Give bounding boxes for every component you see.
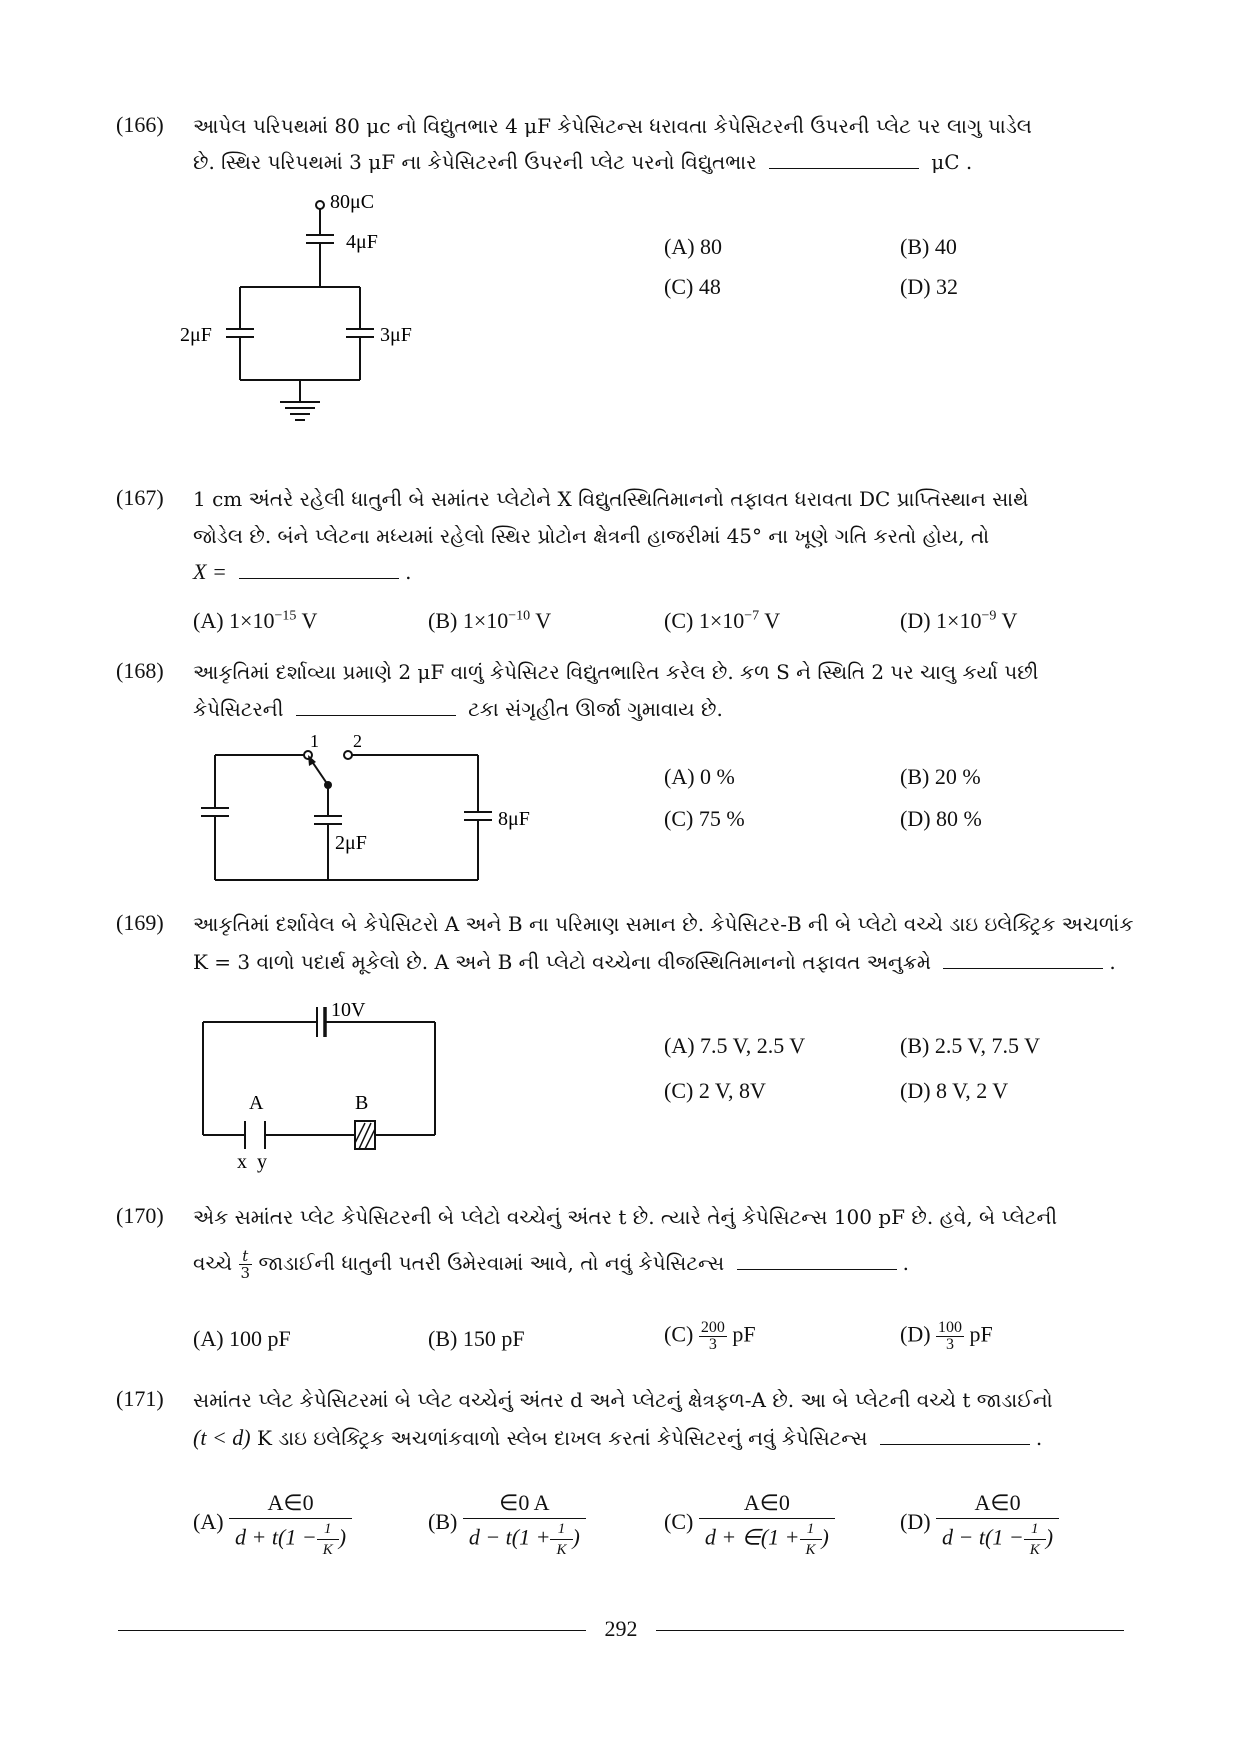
denominator-text: 1 + (519, 1524, 551, 1550)
fraction-denominator: d − t(1 − $\frac{1}{K}$ ) (942, 1521, 1054, 1558)
fraction-denominator: 3 (946, 1336, 955, 1353)
option-unit: V (764, 608, 781, 633)
fraction-denominator: K (1029, 1542, 1040, 1558)
option-fraction (229, 1490, 352, 1558)
option-value: 1×10 (462, 608, 509, 633)
capacitor-a-label: A (249, 1092, 264, 1114)
option-label: (A) (193, 1326, 224, 1351)
option-b: (B) 20 % (900, 764, 981, 789)
option-d: (D) 80 % (900, 806, 982, 831)
option-label: (A) (193, 1509, 224, 1535)
question-text-line-2 (193, 148, 1123, 176)
option-label: (B) (428, 1326, 458, 1351)
option-b (428, 1326, 525, 1352)
question-text-line-1: આકૃતિમાં દર્શાવ્યા પ્રમાણે 2 μF વાળું કેપેસિટર વિદ્યુતભારિત કરેલ છે. કળ S ને સ્થિતિ 2 પર ચાલુ કર્યા પછી (193, 660, 1039, 684)
option-label: (D) (900, 608, 931, 633)
option-exponent: −7 (744, 608, 760, 624)
option-label: (D) (900, 1321, 931, 1347)
option-label: (C) (664, 1509, 694, 1535)
option-d (900, 608, 1017, 634)
plate-y-label: y (257, 1151, 267, 1173)
question-text: વચ્ચે (193, 1251, 233, 1275)
option-unit: V (535, 608, 552, 633)
option-d: (D) 32 (900, 274, 959, 299)
one-over-k (550, 1521, 572, 1558)
option-b (428, 608, 551, 634)
fraction-denominator: K (556, 1542, 567, 1558)
fraction-t-over-3 (239, 1248, 253, 1281)
question-text-line-1: આકૃતિમાં દર્શાવેલ બે કેપેસિટરો A અને B ના પરિમાણ સમાન છે. કેપેસિટર-B ની બે પ્લેટો વચ્ચે ડાઇ ઇલેક્ટ્રિક અચળાંક (193, 912, 1134, 936)
option-label: (B) (428, 608, 458, 633)
option-exponent: −10 (508, 608, 531, 624)
answer-blank (943, 950, 1103, 969)
fraction-numerator: t (239, 1248, 253, 1265)
charge-label: 80μC (330, 191, 375, 213)
option-value: 150 pF (462, 1326, 525, 1351)
fraction-numerator: 1 (550, 1521, 572, 1540)
option-a (193, 1490, 352, 1558)
option-label: (D) (900, 1509, 931, 1535)
option-unit: pF (732, 1321, 756, 1347)
option-a: (A) 0 % (664, 764, 735, 789)
option-a: (A) 80 (664, 234, 723, 259)
option-a: (A) 7.5 V, 2.5 V (664, 1033, 806, 1058)
denominator-text: 1 − (992, 1524, 1024, 1550)
option-fraction (936, 1320, 964, 1353)
question-text: K ડાઇ ઇલેક્ટ્રિક અચળાંકવાળો સ્લેબ દાખલ કરતાં કેપેસિટરનું નવું કેપેસિટન્સ (256, 1426, 868, 1450)
fraction-numerator: 1 (1024, 1521, 1046, 1540)
unit-label: μC . (931, 150, 973, 174)
option-d (900, 1490, 1059, 1558)
question-text-line-2: જોડેલ છે. બંને પ્લેટના મધ્યમાં રહેલો સ્થિર પ્રોટોન ક્ષેત્રની હાજરીમાં 45° ના ખૂણે ગતિ કરતો હોય, તો (193, 524, 990, 548)
option-value: 1×10 (229, 608, 275, 633)
option-fraction (463, 1490, 586, 1558)
option-label: (C) (664, 608, 694, 633)
fraction-denominator: d + ∈(1 + $\frac{1}{K}$ ) (704, 1521, 829, 1558)
fraction-numerator: 100 (938, 1319, 963, 1336)
answer-blank (769, 150, 919, 169)
fraction-numerator: ∈0 A (463, 1490, 586, 1519)
option-c (664, 1320, 756, 1353)
one-over-k (800, 1521, 822, 1558)
option-b (428, 1490, 586, 1558)
answer-blank (239, 560, 399, 579)
question-text-line-2 (193, 695, 1123, 723)
one-over-k (1024, 1521, 1046, 1558)
denominator-text: d − t (942, 1524, 986, 1550)
question-text-line-1: આપેલ પરિપથમાં 80 μc નો વિદ્યુતભાર 4 μF કેપેસિટન્સ ધરાવતા કેપેસિટરની ઉપરની પ્લેટ પર લાગુ પાડેલ (193, 114, 1032, 138)
capacitor-label-2uf: 2μF (335, 832, 367, 854)
question-text-line-2: (t < d) K ડાઇ ઇલેક્ટ્રિક અચળાંકવાળો સ્લેબ દાખલ કરતાં કેપેસિટરનું નવું કેપેસિટન્સ . (193, 1425, 1043, 1450)
question-text-line-2: વચ્ચે $\frac{t}{3}$ જાડાઈની ધાતુની પતરી ઉમેરવામાં આવે, તો નવું કેપેસિટન્સ . (193, 1247, 909, 1282)
option-label: (C) (664, 1321, 694, 1347)
question-text: K = 3 વાળો પદાર્થ મૂકેલો છે. A અને B ની પ્લેટો વચ્ચેના વીજસ્થિતિમાનનો તફાવત અનુક્રમે (193, 950, 932, 974)
answer-blank (880, 1426, 1030, 1445)
fraction-denominator: 3 (708, 1336, 717, 1353)
denominator-text: d + t (235, 1524, 279, 1550)
capacitor-label-4uf: 4μF (346, 231, 378, 253)
denominator-text: 1 − (285, 1524, 317, 1550)
battery-label: 10V (331, 999, 366, 1021)
capacitor-label-8uf: 8μF (498, 808, 530, 830)
fraction-numerator: A∈0 (936, 1490, 1059, 1519)
circuit-diagram-166 (180, 190, 460, 465)
fraction-numerator: 1 (800, 1521, 822, 1540)
option-value: 1×10 (698, 608, 745, 633)
fraction-denominator: 3 (240, 1264, 251, 1282)
question-text-line-3: X = . (193, 559, 412, 584)
option-a (193, 608, 317, 634)
capacitor-label-2uf: 2μF (180, 324, 212, 346)
option-value: 100 pF (229, 1326, 291, 1351)
footer-rule-right (656, 1630, 1124, 1631)
option-unit: V (301, 608, 318, 633)
question-text: જાડાઈની ધાતુની પતરી ઉમેરવામાં આવે, તો નવું કેપેસિટન્સ (258, 1251, 725, 1275)
option-label: (A) (193, 608, 224, 633)
denominator-text: 1 + (768, 1524, 800, 1550)
option-fraction (699, 1490, 835, 1558)
option-b: (B) 2.5 V, 7.5 V (900, 1033, 1040, 1058)
answer-blank (737, 1251, 897, 1270)
fraction-denominator: d + t(1 − $\frac{1}{K}$ ) (235, 1521, 347, 1558)
capacitor-label-3uf: 3μF (380, 324, 412, 346)
fraction-denominator: d − t(1 + $\frac{1}{K}$ ) (468, 1521, 580, 1558)
question-number: (169) (116, 910, 164, 935)
option-b: (B) 40 (900, 234, 957, 259)
option-unit: pF (969, 1321, 993, 1347)
option-fraction (699, 1320, 727, 1353)
question-text-line-1: 1 cm અંતરે રહેલી ધાતુની બે સમાંતર પ્લેટોને X વિદ્યુતસ્થિતિમાનનો તફાવત ધરાવતા DC પ્રાપ્તિસ્થાન સાથે (193, 487, 1029, 511)
question-text: કેપેસિટરની (193, 697, 284, 721)
fraction-numerator: 1 (317, 1521, 339, 1540)
question-number: (168) (116, 658, 164, 683)
question-text-line-2: K = 3 વાળો પદાર્થ મૂકેલો છે. A અને B ની પ્લેટો વચ્ચેના વીજસ્થિતિમાનનો તફાવત અનુક્રમે . (193, 950, 1116, 974)
circuit-diagram-169 (195, 995, 455, 1175)
answer-blank (296, 697, 456, 716)
option-c: (C) 75 % (664, 806, 745, 831)
option-c (664, 1490, 835, 1558)
switch-position-1: 1 (310, 731, 319, 751)
plate-x-label: x (237, 1151, 247, 1173)
denominator-text: d + ∈ (704, 1524, 761, 1550)
circuit-diagram-168 (195, 731, 555, 885)
question-text-line-1: એક સમાંતર પ્લેટ કેપેસિટરની બે પ્લેટો વચ્ચેનું અંતર t છે. ત્યારે તેનું કેપેસિટન્સ 100 pF છે. હવે, બે પ્લેટની (193, 1205, 1058, 1229)
fraction-numerator: A∈0 (699, 1490, 835, 1519)
option-exponent: −15 (274, 608, 297, 624)
question-number: (166) (116, 112, 164, 137)
capacitor-b-label: B (355, 1092, 369, 1114)
question-text: X = (193, 559, 227, 584)
question-text: છે. સ્થિર પરિપથમાં 3 μF ના કેપેસિટરની ઉપરની પ્લેટ પરનો વિદ્યુતભાર (193, 150, 757, 174)
fraction-numerator: A∈0 (229, 1490, 352, 1519)
question-text-line-1: સમાંતર પ્લેટ કેપેસિટરમાં બે પ્લેટ વચ્ચેનું અંતર d અને પ્લેટનું ક્ષેત્રફળ-A છે. આ બે પ્લેટની વચ્ચે t જાડાઈનો (193, 1388, 1053, 1412)
question-text: ટકા સંગૃહીત ઊર્જા ગુમાવાય છે. (468, 697, 723, 721)
question-number: (171) (116, 1386, 164, 1411)
footer-rule-left (118, 1630, 586, 1631)
option-label: (B) (428, 1509, 458, 1535)
option-a (193, 1326, 291, 1352)
option-fraction (936, 1490, 1059, 1558)
option-unit: V (1001, 608, 1018, 633)
option-value: 1×10 (936, 608, 982, 633)
question-text: (t < d) (193, 1425, 251, 1450)
option-c (664, 608, 780, 634)
option-d (900, 1320, 993, 1353)
fraction-numerator: 200 (700, 1319, 725, 1336)
option-exponent: −9 (981, 608, 997, 624)
page-number: 292 (604, 1616, 638, 1641)
option-d: (D) 8 V, 2 V (900, 1078, 1009, 1103)
question-number: (170) (116, 1203, 164, 1228)
option-c: (C) 2 V, 8V (664, 1078, 766, 1103)
fraction-denominator: K (805, 1542, 816, 1558)
fraction-denominator: K (322, 1542, 333, 1558)
switch-position-2: 2 (353, 731, 362, 751)
one-over-k (317, 1521, 339, 1558)
question-number: (167) (116, 485, 164, 510)
option-c: (C) 48 (664, 274, 721, 299)
denominator-text: d − t (468, 1524, 512, 1550)
